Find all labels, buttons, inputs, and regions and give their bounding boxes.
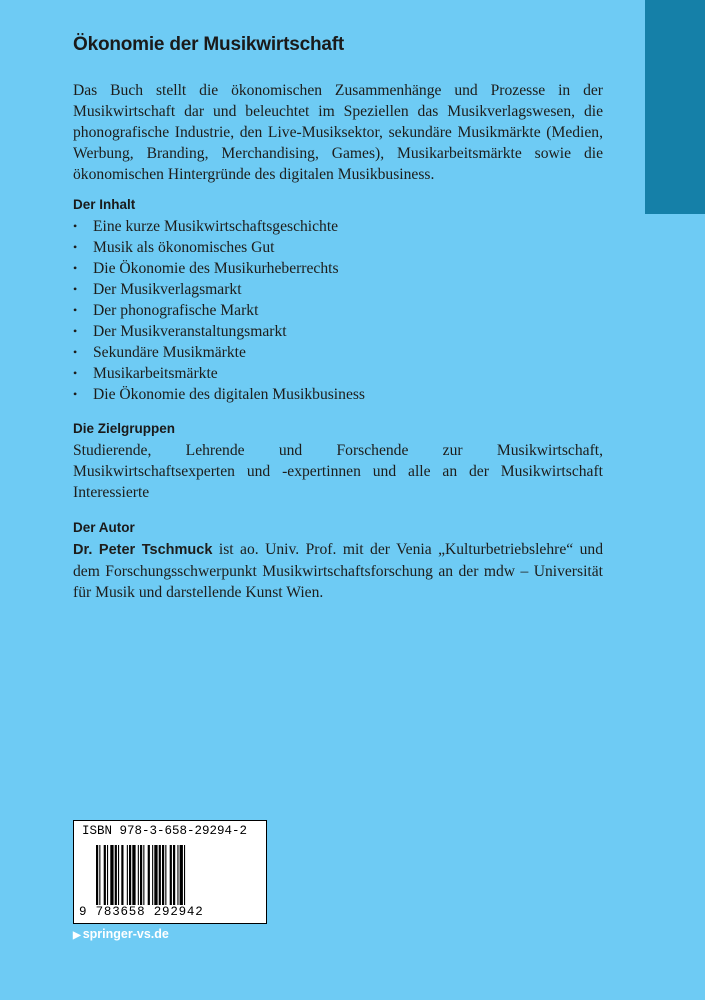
list-item: • Die Ökonomie des Musikurheberrechts <box>73 260 339 277</box>
list-item: • Der Musikverlagsmarkt <box>73 281 242 298</box>
book-title: Ökonomie der Musikwirtschaft <box>73 34 345 55</box>
list-item: • Der phonografische Markt <box>73 302 259 319</box>
isbn-barcode <box>73 820 267 924</box>
bullet-icon: • <box>73 324 78 338</box>
bullet-icon: • <box>73 282 78 296</box>
list-item: • Sekundäre Musikmärkte <box>73 344 246 361</box>
bullet-icon: • <box>73 240 78 254</box>
list-item: • Die Ökonomie des digitalen Musikbusiness <box>73 386 365 403</box>
bullet-icon: • <box>73 261 78 275</box>
inhalt-heading: Der Inhalt <box>73 197 136 212</box>
intro-paragraph: Das Buch stellt die ökonomischen Zusammenhänge und Prozesse in der Musikwirtschaft dar und beleuchtet im Speziellen das Musikverlagswesen, die phonografische Industrie, den Live-Musiksektor, sekundäre Musikmärkte (Medien, Werbung, Branding, Merchandising, Games), Musikarbeitsmärkte sowie die ökonomischen Hintergründe des digitalen Musikbusiness. <box>73 82 603 183</box>
bullet-icon: • <box>73 345 78 359</box>
inhalt-list <box>73 216 603 405</box>
bullet-icon: • <box>73 303 78 317</box>
bullet-icon: • <box>73 366 78 380</box>
publisher-website-link[interactable] <box>73 927 169 941</box>
autor-heading: Der Autor <box>73 520 135 535</box>
list-item: • Musik als ökonomisches Gut <box>73 239 275 256</box>
bullet-icon: • <box>73 219 78 233</box>
isbn-label: ISBN 978-3-658-29294-2 <box>82 824 248 838</box>
list-item: • Eine kurze Musikwirtschaftsgeschichte <box>73 218 339 235</box>
bullet-icon: • <box>73 387 78 401</box>
zielgruppen-heading: Die Zielgruppen <box>73 421 176 436</box>
arrow-right-icon: ▶ <box>73 930 81 941</box>
autor-paragraph <box>73 539 603 603</box>
author-bio: ist ao. Univ. Prof. mit der Venia „Kulturbetriebslehre“ und dem Forschungsschwerpunkt Musikwirtschaftsforschung an der mdw – Universität für Musik und darstellende Kunst Wien. <box>73 541 603 601</box>
website-text: springer-vs.de <box>82 927 169 941</box>
barcode-digits: 9 783658 292942 <box>79 905 204 919</box>
list-item: • Musikarbeitsmärkte <box>73 365 218 382</box>
corner-accent-block <box>645 0 705 214</box>
author-name: Dr. Peter Tschmuck <box>73 542 213 558</box>
back-cover-content <box>73 34 603 603</box>
list-item: • Der Musikveranstaltungsmarkt <box>73 323 287 340</box>
barcode-bars <box>96 845 258 905</box>
zielgruppen-text: Studierende, Lehrende und Forschende zur Musikwirtschaft, Musikwirtschaftsexperten und -expertinnen und alle an der Musikwirtschaft Interessierte <box>73 442 603 501</box>
